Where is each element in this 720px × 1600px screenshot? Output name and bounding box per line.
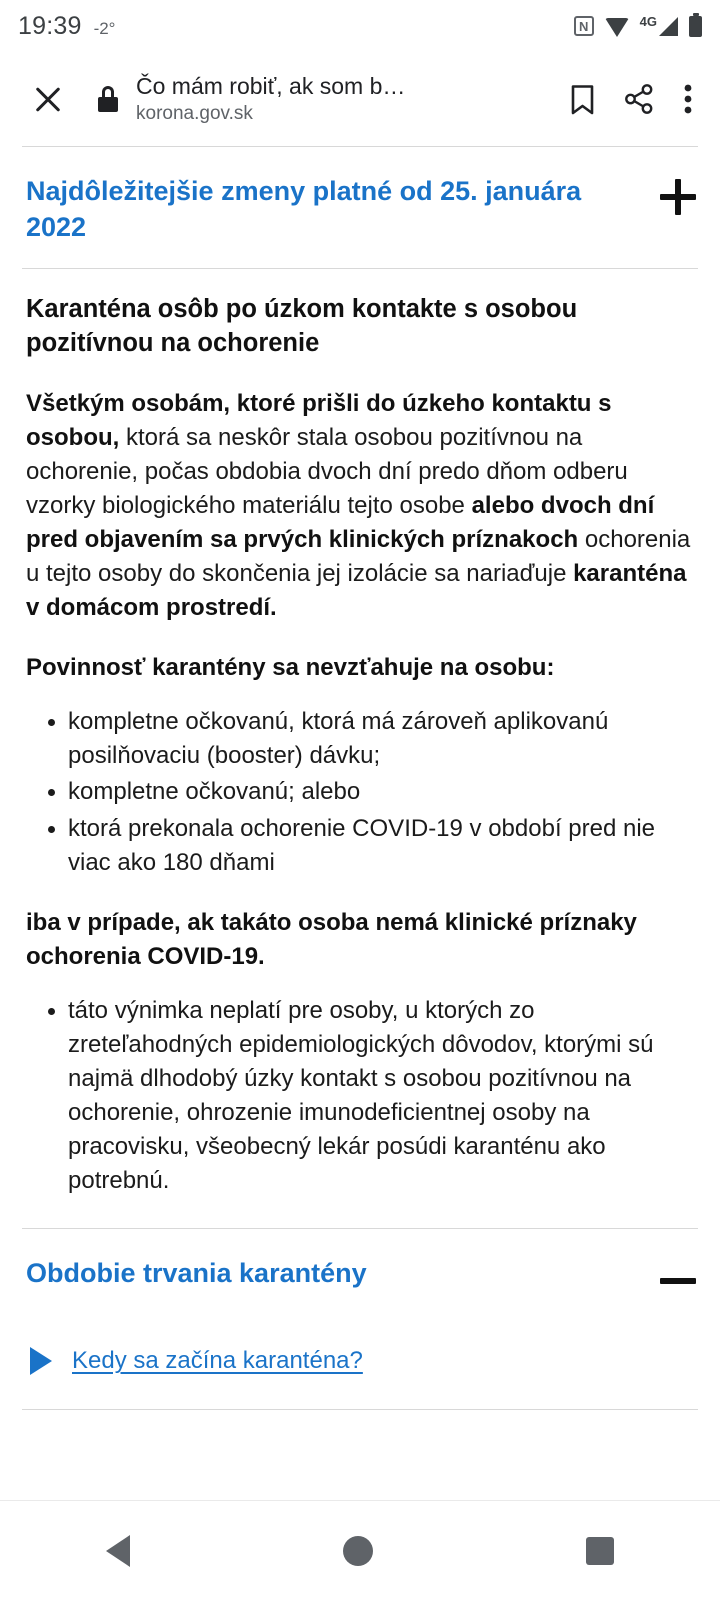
paragraph-mid-1: ktorá sa neskôr stala osobou pozitívnou na ochorenie, počas obdobia dvoch dní predo dňom odberu vzorky biologického materiálu tejto osobe [26, 423, 628, 519]
url-block[interactable] [136, 72, 549, 127]
section-heading: Karanténa osôb po úzkom kontakte s osobou pozitívnou na ochorenie [26, 294, 578, 357]
toolbar-actions [571, 84, 692, 114]
paragraph-lead-bold: Všetkým osobám, ktoré prišli do úzkeho kontaktu s osobou, [26, 389, 612, 451]
accordion-item-duration[interactable] [0, 1229, 720, 1321]
accordion-title-changes: Najdôležitejšie zmeny platné od 25. januára 2022 [26, 176, 582, 243]
list-item: • ktorá prekonala ochorenie COVID-19 v období pred nie viac ako 180 dňami [68, 812, 696, 880]
list-item: • kompletne očkovanú; alebo [68, 775, 696, 809]
recents-button[interactable] [586, 1537, 614, 1565]
paragraph-quarantine-rules [26, 387, 696, 626]
lock-icon [98, 86, 118, 112]
status-bar [0, 0, 720, 52]
page-host: korona.gov.sk [136, 103, 253, 125]
link-row-start-of-quarantine[interactable] [0, 1321, 720, 1375]
status-right [574, 13, 702, 37]
wifi-icon [605, 18, 629, 37]
web-content [0, 146, 720, 1500]
signal-icon [659, 17, 678, 36]
browser-toolbar [0, 52, 720, 146]
divider-bottom [22, 1409, 698, 1410]
play-triangle-icon [30, 1347, 52, 1375]
overflow-menu-icon[interactable] [684, 84, 692, 114]
link-kedy-sa-zacina-karantena[interactable]: Kedy sa začína karanténa? [72, 1347, 363, 1375]
paragraph-condition: iba v prípade, ak takáto osoba nemá klinické príznaky ochorenia COVID-19. [26, 908, 637, 970]
paragraph-exemption-intro: Povinnosť karantény sa nevzťahuje na osobu: [26, 654, 555, 682]
status-clock: 19:39 [18, 11, 82, 40]
exception-list [26, 994, 696, 1198]
nfc-icon: N [574, 16, 594, 36]
page-title: Čo mám robiť, ak som b… [136, 72, 406, 99]
article-body [0, 293, 720, 1198]
battery-icon [689, 16, 702, 37]
paragraph-bold-3: karanténa v domácom prostredí. [26, 560, 687, 622]
close-icon[interactable] [26, 77, 70, 121]
minus-icon[interactable] [660, 1263, 696, 1299]
accordion-item-changes[interactable] [0, 147, 720, 268]
bookmark-icon[interactable] [571, 85, 594, 114]
status-temperature: -2° [93, 18, 116, 38]
accordion-title-duration: Obdobie trvania karantény [26, 1258, 367, 1289]
system-navigation-bar [0, 1500, 720, 1600]
list-item: • táto výnimka neplatí pre osoby, u ktorých zo zreteľahodných epidemiologických dôvodov, ktorými sú najmä dlhodobý úzky kontakt s osobou pozitívnou na ochorenie, ohrozenie imunodeficientnej osoby na pracovisku, všeobecný lekár posúdi karanténu ako potrebnú. [68, 994, 696, 1198]
status-left [18, 12, 115, 41]
exemption-list [26, 705, 696, 879]
security-lock [98, 86, 118, 112]
list-item: • kompletne očkovanú, ktorá má zároveň aplikovanú posilňovaciu (booster) dávku; [68, 705, 696, 773]
cellular-group [639, 13, 678, 36]
paragraph-bold-2: alebo dvoch dní pred objavením sa prvých klinických príznakoch [26, 491, 655, 553]
back-button[interactable] [106, 1535, 130, 1567]
share-icon[interactable] [624, 84, 654, 114]
plus-icon[interactable] [660, 179, 696, 215]
divider-under-accordion [22, 268, 698, 269]
home-button[interactable] [343, 1536, 373, 1566]
network-type-label: 4G [639, 13, 657, 29]
paragraph-mid-2: ochorenia u tejto osoby do skončenia jej izolácie sa nariaďuje [26, 526, 691, 588]
